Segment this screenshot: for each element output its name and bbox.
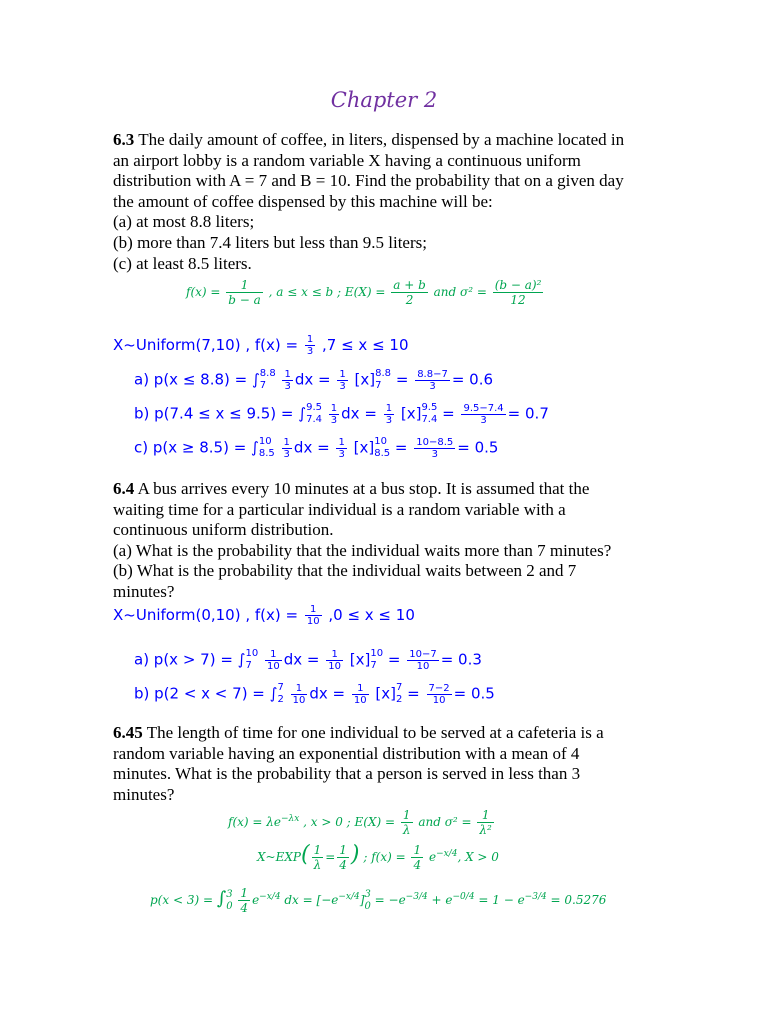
problem-text: an airport lobby is a random variable X having a continuous uniform xyxy=(113,150,581,170)
math-text: = 0.5 xyxy=(453,684,495,703)
math-text: 9.5 xyxy=(306,402,322,413)
problem-text: minutes. What is the probability that a person is served in less than 3 xyxy=(113,764,581,784)
problem-part: (c) at least 8.5 liters. xyxy=(113,253,252,273)
math-text: = xyxy=(387,650,401,669)
math-text: λ xyxy=(402,823,411,837)
limits xyxy=(245,648,258,672)
exponential-formula xyxy=(228,808,496,837)
problem-6-4 xyxy=(113,479,653,603)
math-text: ] xyxy=(359,893,365,907)
math-text: 1 xyxy=(352,683,369,695)
math-text: b) p(7.4 ≤ x ≤ 9.5) = ∫ xyxy=(134,404,307,423)
math-text: 3 xyxy=(338,448,345,460)
math-text: b − a xyxy=(228,293,261,307)
problem-text: minutes? xyxy=(113,581,175,601)
math-text: [x] xyxy=(353,438,375,457)
math-text: 7 xyxy=(277,682,284,693)
math-text: [−e xyxy=(316,893,339,907)
limits xyxy=(421,402,437,426)
fraction xyxy=(337,843,349,872)
fraction xyxy=(477,808,493,837)
math-text: = 0.6 xyxy=(451,370,494,389)
math-text: 2 xyxy=(396,694,403,705)
math-text: c) p(x ≥ 8.5) = ∫ xyxy=(134,438,259,457)
math-text: 1 xyxy=(339,368,346,380)
limits xyxy=(364,889,370,913)
problem-number: 6.45 xyxy=(113,723,143,742)
fraction xyxy=(411,843,423,872)
math-text: 3 xyxy=(283,448,290,460)
math-text: 1 xyxy=(477,808,493,823)
math-text: 3 xyxy=(306,346,314,357)
problem-6-3 xyxy=(113,130,653,274)
math-text: 1 xyxy=(284,368,291,380)
uniform-formula xyxy=(186,278,545,307)
math-text: 3 xyxy=(339,380,346,392)
math-text: 1 xyxy=(306,334,314,345)
math-text: ,7 ≤ x ≤ 10 xyxy=(322,336,409,354)
limits xyxy=(226,889,232,913)
limits xyxy=(259,436,275,460)
problem-text: minutes? xyxy=(113,784,175,804)
fraction xyxy=(305,604,322,627)
math-text: dx = xyxy=(341,404,377,423)
limits xyxy=(375,368,391,392)
math-text: dx = xyxy=(284,893,313,907)
problem-6-45 xyxy=(113,723,653,805)
math-text: 1 xyxy=(338,436,345,448)
fraction xyxy=(493,278,544,307)
math-text: = −e xyxy=(374,893,406,907)
fraction xyxy=(427,683,452,706)
math-text: 10−8.5 xyxy=(416,436,454,448)
math-text: 8.5 xyxy=(374,448,391,459)
fraction xyxy=(282,437,292,460)
math-text: 3 xyxy=(431,448,438,460)
fraction xyxy=(337,369,347,392)
problem-text: The daily amount of coffee, in liters, dispensed by a machine located in xyxy=(138,130,625,149)
problem-part: (a) What is the probability that the individual waits more than 7 minutes? xyxy=(113,540,612,560)
fraction xyxy=(461,403,505,426)
math-text: 7 xyxy=(370,660,377,671)
math-text: e xyxy=(428,850,437,864)
math-text: and σ² = xyxy=(433,285,487,299)
math-text: 0 xyxy=(364,900,371,912)
math-text: 3 xyxy=(226,888,233,900)
math-text: ; f(x) = xyxy=(363,850,406,864)
math-text: 4 xyxy=(240,901,249,915)
limits xyxy=(374,436,390,460)
solution-c xyxy=(134,436,498,460)
math-text: dx = xyxy=(294,370,331,389)
math-text: b) p(2 < x < 7) = ∫ xyxy=(134,684,278,703)
problem-number: 6.4 xyxy=(113,479,135,498)
math-text: 1 xyxy=(313,843,322,857)
math-text: 1 xyxy=(226,278,263,293)
math-text: 8.8 xyxy=(375,368,392,379)
math-text: 1 xyxy=(339,843,347,857)
math-text: = 1 − e xyxy=(478,893,525,907)
math-text: 10 xyxy=(416,660,430,672)
fraction xyxy=(305,334,315,357)
fraction xyxy=(384,403,394,426)
math-text: 7.4 xyxy=(421,414,438,425)
math-text: = xyxy=(407,684,420,703)
problem-text: waiting time for a particular individual is a random variable with a xyxy=(113,499,566,519)
math-text: 0 xyxy=(226,900,233,912)
math-text: a + b xyxy=(393,278,426,292)
math-text: = 0.5 xyxy=(457,438,499,457)
math-text: [x] xyxy=(375,684,396,703)
math-text: 10 xyxy=(328,660,341,672)
math-text: −λx xyxy=(280,814,300,824)
solution-b xyxy=(134,682,495,706)
limits xyxy=(306,402,322,426)
math-text: ,0 ≤ x ≤ 10 xyxy=(328,606,415,624)
math-text: 7.4 xyxy=(306,414,322,425)
math-text: [x] xyxy=(400,404,422,423)
math-text: 10 xyxy=(370,648,384,659)
fraction xyxy=(291,683,308,706)
math-text: f(x) = xyxy=(186,285,221,299)
math-text: 1 xyxy=(265,649,282,661)
fraction xyxy=(326,649,343,672)
chapter-title: Chapter 2 xyxy=(330,88,438,112)
math-text: X~Uniform(7,10) , f(x) = xyxy=(113,336,299,354)
math-text: + e xyxy=(431,893,453,907)
math-text: 1 xyxy=(283,436,290,448)
problem-text: continuous uniform distribution. xyxy=(113,520,334,540)
problem-text: random variable having an exponential distribution with a mean of 4 xyxy=(113,743,580,763)
math-text: −x/4 xyxy=(259,892,281,902)
math-text: , a ≤ x ≤ b ; E(X) = xyxy=(268,285,386,299)
math-text: −3/4 xyxy=(524,892,547,902)
math-text: 7 xyxy=(245,660,252,671)
math-text: 10 xyxy=(245,648,259,659)
math-text: 1 xyxy=(291,683,308,695)
math-text: 4 xyxy=(339,858,347,872)
problem-text: distribution with A = 7 and B = 10. Find the probability that on a given day xyxy=(113,171,624,191)
fraction xyxy=(415,369,450,392)
problem-number: 6.3 xyxy=(113,130,135,149)
math-text: 8.8−7 xyxy=(417,368,448,380)
math-text: = 0.5276 xyxy=(550,893,607,907)
math-text: and σ² = xyxy=(418,815,472,829)
math-text: = xyxy=(442,404,455,423)
limits xyxy=(260,368,276,392)
math-text: 10 xyxy=(292,694,306,706)
math-text: 1 xyxy=(240,886,249,900)
math-text: = xyxy=(395,370,409,389)
distribution-line xyxy=(113,334,409,357)
fraction xyxy=(238,886,250,915)
math-text: λ² xyxy=(479,823,492,837)
math-text: 1 xyxy=(402,808,411,822)
fraction xyxy=(407,649,438,672)
math-text: f(x) = λe xyxy=(228,815,281,829)
math-text: X~EXP xyxy=(257,850,301,864)
math-text: 12 xyxy=(510,293,526,307)
math-text: (b − a)² xyxy=(494,278,542,292)
math-text: 7 xyxy=(375,380,382,391)
math-text: 10 xyxy=(258,436,272,447)
fraction xyxy=(329,403,339,426)
math-text: 7−2 xyxy=(428,682,450,694)
math-text: 10 xyxy=(353,694,367,706)
problem-part: (b) more than 7.4 liters but less than 9.5 liters; xyxy=(113,232,427,252)
fraction xyxy=(391,278,428,307)
problem-text: A bus arrives every 10 minutes at a bus stop. It is assumed that the xyxy=(137,479,590,498)
math-text: a) p(x ≤ 8.8) = ∫ xyxy=(134,370,260,389)
math-text: 10 xyxy=(432,694,446,706)
math-text: , x > 0 ; E(X) = xyxy=(303,815,396,829)
problem-part: (b) What is the probability that the individual waits between 2 and 7 xyxy=(113,561,577,581)
math-text: 8.8 xyxy=(259,368,276,379)
solution-a xyxy=(134,648,482,672)
math-text: 2 xyxy=(405,293,414,307)
math-text: 1 xyxy=(305,604,322,616)
limits xyxy=(277,682,283,706)
fraction xyxy=(312,843,324,872)
math-text: 8.5 xyxy=(258,448,275,459)
fraction xyxy=(352,683,369,706)
math-text: a) p(x > 7) = ∫ xyxy=(134,650,246,669)
fraction xyxy=(401,808,413,837)
fraction xyxy=(265,649,282,672)
math-text: 10−7 xyxy=(409,648,437,660)
math-text: 10 xyxy=(306,616,320,627)
math-text: 3 xyxy=(284,380,291,392)
math-text: = 0.3 xyxy=(440,650,482,669)
math-text: 7 xyxy=(396,682,403,693)
math-text: −x/4 xyxy=(338,892,360,902)
math-text: −3/4 xyxy=(405,892,428,902)
math-text: λ xyxy=(313,858,322,872)
math-text: 1 xyxy=(326,649,343,661)
math-text: , X > 0 xyxy=(457,850,499,864)
math-text: = xyxy=(325,850,336,864)
math-text: 1 xyxy=(413,843,422,857)
limits xyxy=(370,648,383,672)
math-text: 1 xyxy=(330,402,338,414)
fraction xyxy=(282,369,292,392)
math-text: dx = xyxy=(293,438,330,457)
math-text: p(x < 3) = xyxy=(150,893,213,907)
math-text: 4 xyxy=(413,858,422,872)
math-text: 3 xyxy=(429,380,436,392)
math-text: = xyxy=(394,438,408,457)
distribution-line xyxy=(113,604,415,627)
math-text: dx = xyxy=(309,684,346,703)
math-text: 3 xyxy=(364,888,371,900)
math-text: 3 xyxy=(480,414,487,426)
exponential-distribution: X~EXP( $\frac{1}{\lambda}$ = $\frac{1}{4}$ ) ; f(x) = $\frac{1}{4}$ $e^{-x/4}$, X > 0 xyxy=(257,842,499,872)
problem-text: the amount of coffee dispensed by this machine will be: xyxy=(113,191,493,211)
problem-text: The length of time for one individual to be served at a cafeteria is a xyxy=(146,723,604,742)
solution-b xyxy=(134,402,549,426)
math-text: [x] xyxy=(354,370,376,389)
exponential-solution: p(x < 3) = ∫ 3 0 $\frac{1}{4}$ $e^{-x/4}$ dx = $[-e^{-x/4}]$ 3 0 = $-e^{-3/4} + e^{-0/4} = 1 - e^{-3/4} = 0.5276$ xyxy=(150,886,607,915)
math-text: 3 xyxy=(385,414,393,426)
math-text: = 0.7 xyxy=(507,404,549,423)
math-text: e xyxy=(252,893,260,907)
math-text: 10 xyxy=(267,660,280,672)
math-text: 3 xyxy=(330,414,338,426)
math-text: 1 xyxy=(385,402,393,414)
solution-a xyxy=(134,368,493,392)
fraction xyxy=(414,437,455,460)
math-text: −x/4 xyxy=(436,849,458,859)
math-text: 9.5−7.4 xyxy=(463,402,504,414)
math-text: dx = xyxy=(283,650,320,669)
math-text: [x] xyxy=(349,650,371,669)
fraction xyxy=(336,437,346,460)
problem-part: (a) at most 8.8 liters; xyxy=(113,212,255,232)
limits xyxy=(396,682,402,706)
math-text: −0/4 xyxy=(452,892,475,902)
math-text: 10 xyxy=(374,436,387,447)
math-text: 2 xyxy=(277,694,284,705)
math-text: 7 xyxy=(259,380,267,391)
fraction xyxy=(226,278,263,307)
math-text: X~Uniform(0,10) , f(x) = xyxy=(113,606,299,624)
math-text: 9.5 xyxy=(421,402,438,413)
